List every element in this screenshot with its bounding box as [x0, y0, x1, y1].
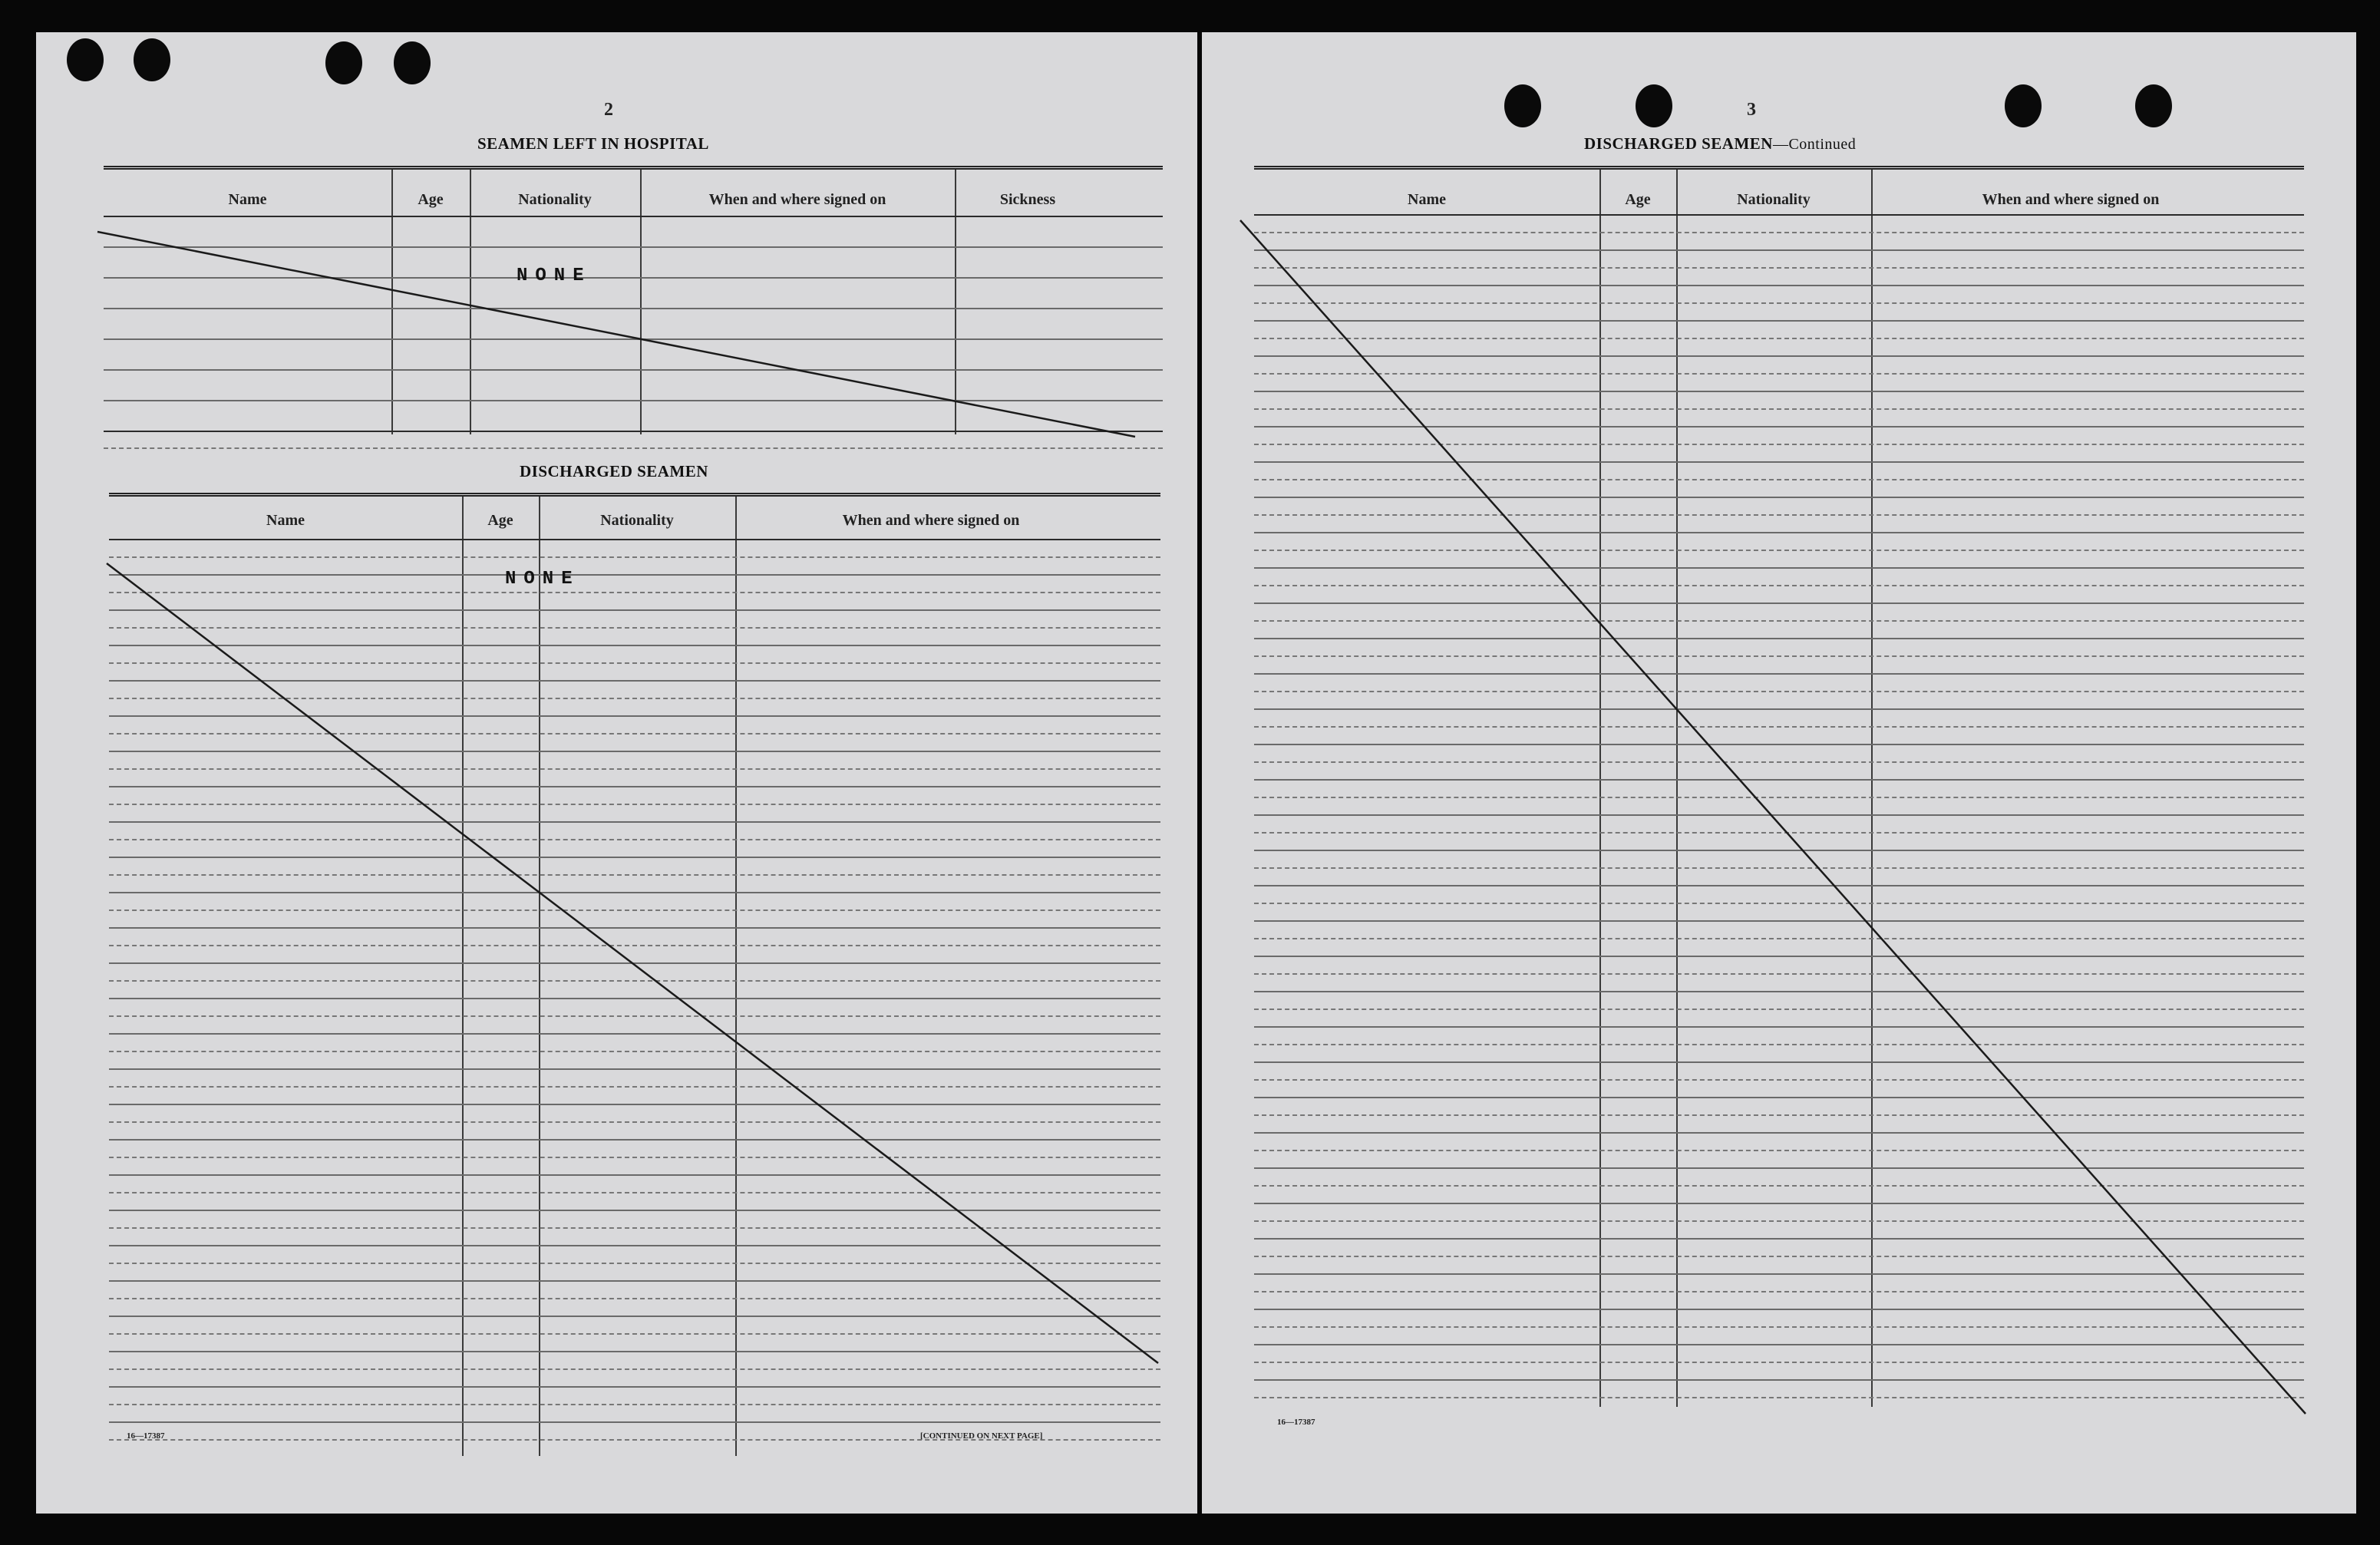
- page-number: 3: [1747, 100, 1756, 120]
- continued-note: [CONTINUED ON NEXT PAGE]: [920, 1431, 1043, 1441]
- cancellation-lines: [36, 32, 1197, 1514]
- page-number: 2: [604, 100, 613, 120]
- hospital-title: SEAMEN LEFT IN HOSPITAL: [477, 134, 709, 153]
- form-number: 16—17387: [127, 1431, 165, 1441]
- col-header-name: Name: [266, 512, 305, 529]
- title-suffix: —Continued: [1772, 136, 1857, 153]
- col-header-age: Age: [487, 512, 513, 529]
- col-header-age: Age: [1625, 191, 1651, 208]
- hospital-none-entry: NONE: [517, 266, 592, 286]
- col-header-name: Name: [1408, 191, 1446, 208]
- left-page: [36, 32, 1197, 1514]
- col-header-signed-on: When and where signed on: [1982, 191, 2160, 208]
- right-page: [1202, 32, 2356, 1514]
- title-text: DISCHARGED SEAMEN: [1584, 134, 1773, 153]
- discharged-none-entry: NONE: [505, 569, 580, 589]
- col-header-age: Age: [418, 191, 444, 208]
- col-header-nationality: Nationality: [600, 512, 674, 529]
- col-header-name: Name: [228, 191, 267, 208]
- col-header-signed-on: When and where signed on: [842, 512, 1020, 529]
- col-header-nationality: Nationality: [1737, 191, 1811, 208]
- col-header-signed-on: When and where signed on: [708, 191, 886, 208]
- col-header-nationality: Nationality: [518, 191, 592, 208]
- discharged-title: DISCHARGED SEAMEN: [520, 462, 708, 480]
- form-number: 16—17387: [1277, 1418, 1315, 1427]
- col-header-sickness: Sickness: [999, 191, 1056, 208]
- cancellation-line: [1202, 32, 2356, 1514]
